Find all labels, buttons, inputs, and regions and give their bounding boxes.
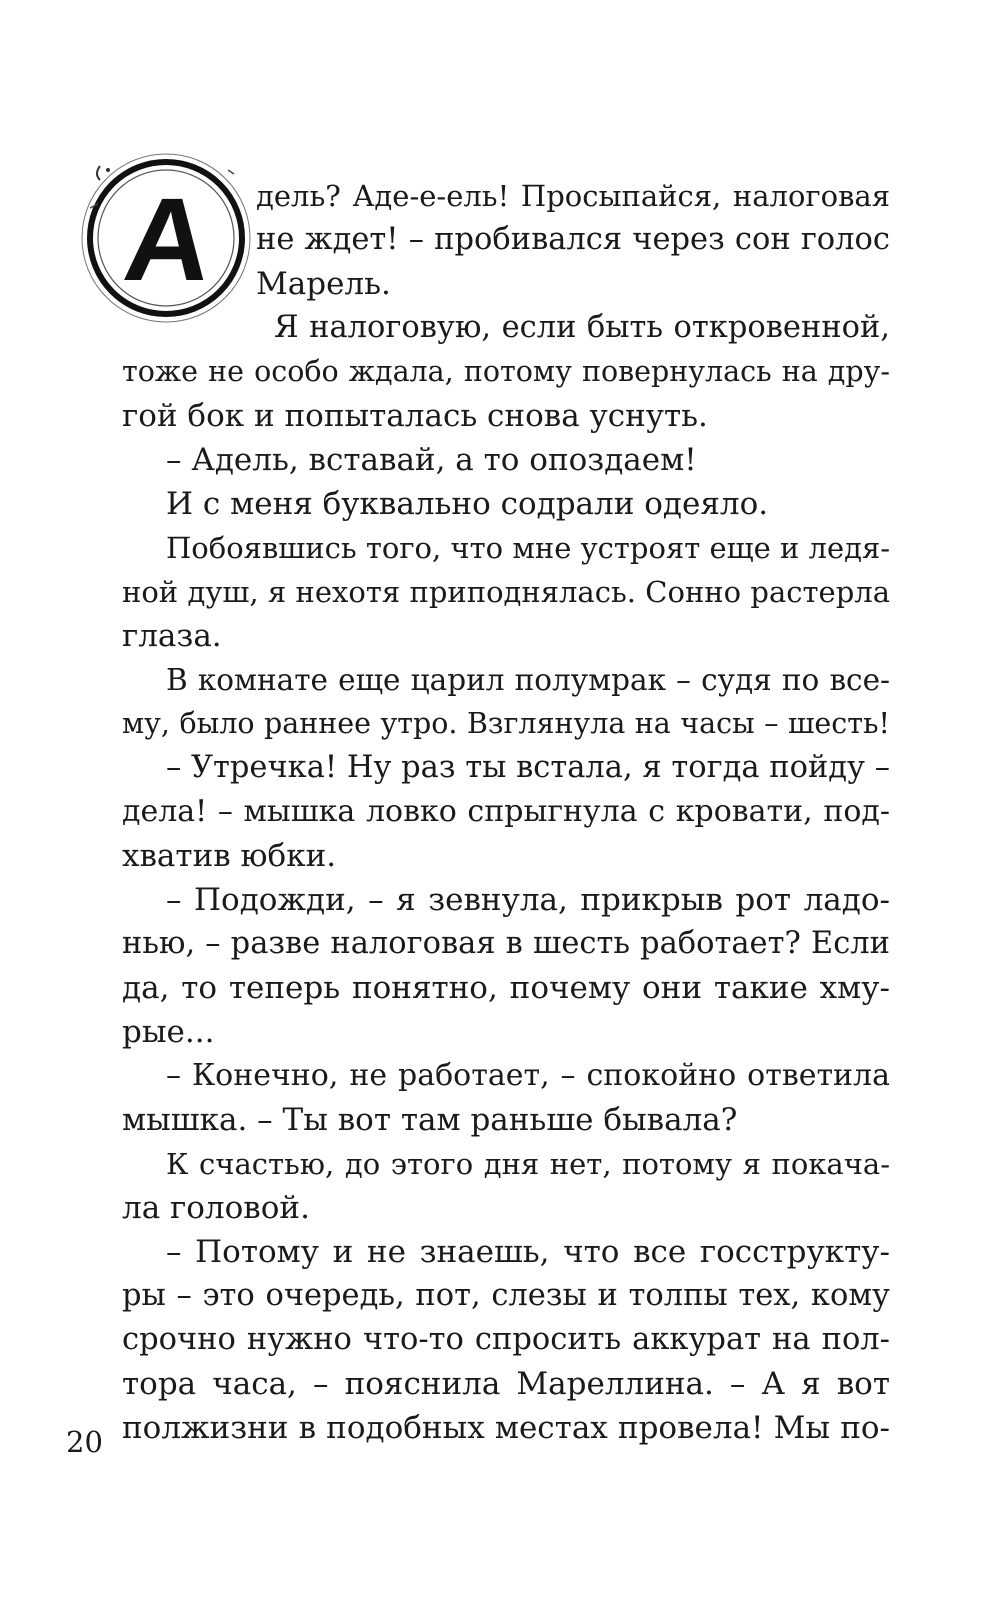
text-line: ла головой. [122, 1190, 310, 1226]
text-line: му, было раннее утро. Взглянула на часы – шесть! [122, 707, 890, 740]
text-line: дела! – мышка ловко спрыгнула с кровати, под- [122, 794, 890, 829]
text-line: не ждет! – пробивался через сон голос [256, 222, 890, 257]
text-line: дель? Аде-е-ель! Просыпайся, налоговая [256, 179, 890, 213]
text-line: Побоявшись того, что мне устроят еще и ледя- [166, 531, 890, 565]
text-line: – Утречка! Ну раз ты встала, я тогда пойду – [166, 750, 890, 785]
text-line: И с меня буквально содрали одеяло. [166, 486, 769, 522]
text-line: Я налоговую, если быть откровенной, [274, 310, 890, 345]
text-line: ры – это очередь, пот, слезы и толпы тех, кому [122, 1278, 890, 1313]
text-line: ной душ, я нехотя приподнялась. Сонно растерла [122, 575, 890, 609]
text-line: хватив юбки. [122, 838, 337, 874]
text-line: Марель. [256, 266, 391, 302]
text-line: – Подожди, – я зевнула, прикрыв рот ладо- [166, 882, 890, 918]
text-line: тора часа, – пояснила Мареллина. – А я вот [122, 1366, 890, 1402]
dropcap-letter: А [118, 174, 218, 306]
text-line: да, то теперь понятно, почему они такие хму- [122, 970, 890, 1006]
text-line: В комнате еще царил полумрак – судя по все- [166, 663, 890, 697]
page-number: 20 [66, 1425, 103, 1459]
text-line: рые... [122, 1014, 215, 1050]
text-line: – Конечно, не работает, – спокойно ответила [166, 1058, 890, 1093]
text-line: полжизни в подобных местах провела! Мы по- [122, 1410, 890, 1446]
text-line: нью, – разве налоговая в шесть работает? Если [122, 926, 890, 961]
text-line: глаза. [122, 618, 222, 654]
text-line: срочно нужно что-то спросить аккурат на пол- [122, 1322, 890, 1357]
text-line: мышка. – Ты вот там раньше бывала? [122, 1102, 738, 1138]
text-line: – Потому и не знаешь, что все госструкту- [166, 1234, 890, 1270]
text-line: гой бок и попыталась снова уснуть. [122, 398, 708, 434]
text-line: – Адель, вставай, а то опоздаем! [166, 442, 697, 478]
text-line: К счастью, до этого дня нет, потому я покача- [166, 1147, 890, 1181]
dropcap [78, 150, 254, 326]
text-line: тоже не особо ждала, потому повернулась на дру- [122, 355, 890, 388]
